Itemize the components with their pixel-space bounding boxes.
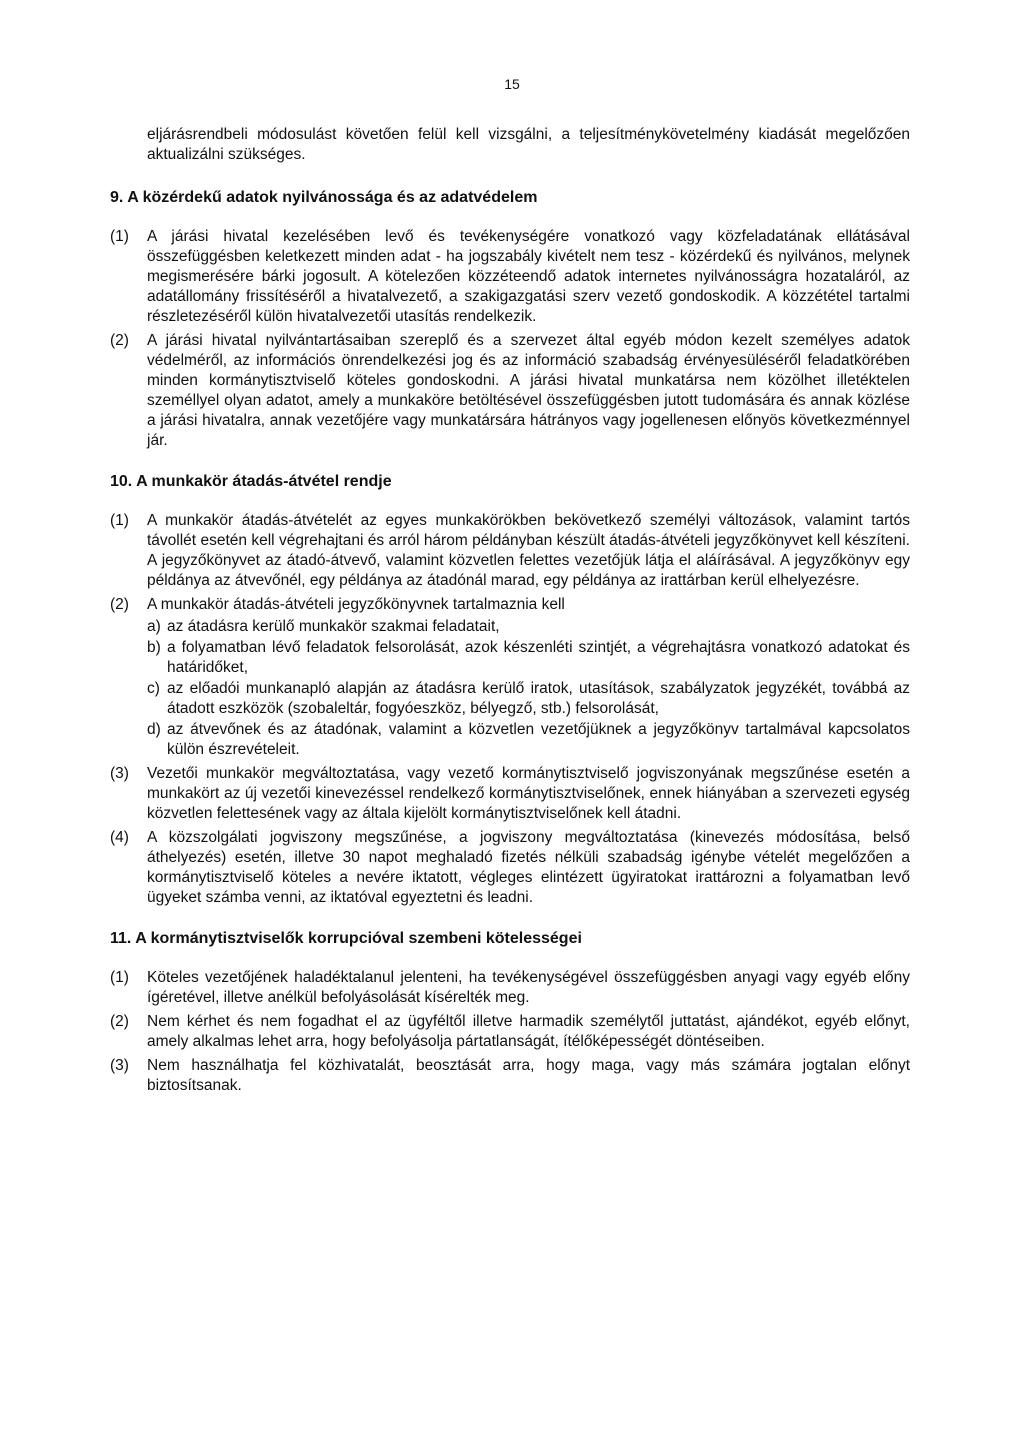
intro-paragraph: eljárásrendbeli módosulást követően felül kell vizsgálni, a teljesítménykövetelmény kiadását megelőzően aktualizálni szükséges. [147, 126, 910, 163]
sub-item-text: az átvevőnek és az átadónak, valamint a közvetlen vezetőjüknek a jegyzőkönyv tartalmával kapcsolatos külön észrevételeit. [167, 721, 910, 758]
section-heading: 9. A közérdekű adatok nyilvánossága és az adatvédelem [110, 189, 538, 206]
paragraph-text: Vezetői munkakör megváltoztatása, vagy vezető kormánytisztviselő jogviszonyának megszűnése esetén a munkakört az új vezetői kinevezéssel rendelkező kormánytisztviselőnek, ennek hiányában a szervezeti egység közvetlen felettesének vagy az általa kijelölt kormánytisztviselőnek kell átadni. [147, 765, 910, 822]
paragraph-number: (1) [110, 512, 129, 529]
paragraph-item [110, 764, 910, 824]
section-10 [110, 471, 910, 908]
paragraph-number: (1) [110, 228, 129, 245]
paragraph-item [110, 1056, 910, 1096]
paragraph-text: A munkakör átadás-átvételét az egyes munkakörökben bekövetkező személyi változások, valamint tartós távollét esetén kell végrehajtani és arról három példányban készült átadás-átvételi jegyzőkönyvet kell készíteni. A jegyzőkönyvet az átadó-átvevő, valamint közvetlen felettes vezetőjük látja el aláírásával. A jegyzőkönyv egy példánya az átvevőnél, egy példánya az átadónál marad, egy példánya az irattárban kerül elhelyezésre. [147, 512, 910, 589]
paragraph-item [110, 511, 910, 591]
section-heading: 11. A kormánytisztviselők korrupcióval szembeni kötelességei [110, 930, 582, 947]
paragraph-text: Nem használhatja fel közhivatalát, beosztását arra, hogy maga, vagy más számára jogtalan előnyt biztosítsanak. [147, 1057, 910, 1094]
sub-item-text: a folyamatban lévő feladatok felsorolását, azok készenléti szintjét, a végrehajtásra vonatkozó adatokat és határidőket, [167, 639, 910, 676]
sub-item [147, 638, 910, 678]
sub-item [147, 720, 910, 760]
paragraph-text: A járási hivatal kezelésében levő és tevékenységére vonatkozó vagy közfeladatának ellátásával összefüggésben keletkezett minden adat - ha jogszabály kivételt nem tesz - közérdekű és nyilvános, melynek megismerésére bárki jogosult. A kötelezően közzéteendő adatok internetes nyilvánosságra hozataláról, az adatállomány frissítéséről a hivatalvezető, a szakigazgatási szerv vezető gondoskodik. A közzététel tartalmi részletezéséről külön hivatalvezetői utasítás rendelkezik. [147, 228, 910, 325]
paragraph-item [110, 331, 910, 451]
paragraph-number: (2) [110, 1013, 129, 1030]
sub-item-letter: d) [147, 721, 161, 738]
paragraph-text: Nem kérhet és nem fogadhat el az ügyféltől illetve harmadik személytől juttatást, ajándékot, egyéb előnyt, amely alkalmas lehet arra, hogy befolyásolja pártatlanságát, ítélőképességét döntéseiben. [147, 1013, 910, 1050]
document-body [110, 125, 910, 1116]
paragraph-item [110, 968, 910, 1008]
sub-item-text: az átadásra kerülő munkakör szakmai feladatait, [167, 618, 500, 635]
paragraph-number: (1) [110, 969, 129, 986]
paragraph-number: (3) [110, 765, 129, 782]
sub-list [147, 617, 910, 760]
paragraph-text: A közszolgálati jogviszony megszűnése, a jogviszony megváltoztatása (kinevezés módosítása, belső áthelyezés) esetén, illetve 30 napot meghaladó fizetés nélküli szabadság igénybe vételét megelőzően a kormánytisztviselő köteles a nevére iktatott, végleges elintézett ügyiratokat irattározni a folyamatban levő ügyeket számba venni, az iktatóval egyeztetni és leadni. [147, 829, 910, 906]
sub-item [147, 617, 910, 637]
paragraph-text: A munkakör átadás-átvételi jegyzőkönyvnek tartalmaznia kell [147, 596, 565, 613]
paragraph-number: (2) [110, 596, 129, 613]
paragraph-text: A járási hivatal nyilvántartásaiban szereplő és a szervezet által egyéb módon kezelt személyes adatok védelméről, az információs önrendelkezési jog és az információ szabadság érvényesüléséről feladatkörében minden kormánytisztviselő köteles gondoskodni. A járási hivatal munkatársa nem közölhet illetéktelen személlyel olyan adatot, amely a munkaköre betöltésével összefüggésben jutott tudomására és annak közlése a járási hivatalra, annak vezetőjére vagy munkatársára hátrányos vagy jogellenesen előnyös következménnyel jár. [147, 332, 910, 449]
page-number: 15 [504, 76, 520, 92]
paragraph-number: (4) [110, 829, 129, 846]
sub-item-letter: b) [147, 639, 161, 656]
paragraph-item [110, 595, 910, 760]
sub-item-letter: a) [147, 618, 161, 635]
paragraph-item [110, 227, 910, 327]
section-heading: 10. A munkakör átadás-átvétel rendje [110, 473, 392, 490]
paragraph-item [110, 1012, 910, 1052]
paragraph-number: (2) [110, 332, 129, 349]
paragraph-item [110, 828, 910, 908]
sub-item [147, 679, 910, 719]
section-9 [110, 187, 910, 451]
sub-item-text: az előadói munkanapló alapján az átadásra kerülő iratok, utasítások, szabályzatok jegyzékét, továbbá az átadott eszközök (szobaleltár, fogyóeszköz, bélyegző, stb.) felsorolását, [167, 680, 910, 717]
paragraph-text: Köteles vezetőjének haladéktalanul jelenteni, ha tevékenységével összefüggésben anyagi vagy egyéb előny ígéretével, illetve anélkül befolyásolását kísérelték meg. [147, 969, 910, 1006]
paragraph-number: (3) [110, 1057, 129, 1074]
sub-item-letter: c) [147, 680, 160, 697]
section-11 [110, 928, 910, 1096]
